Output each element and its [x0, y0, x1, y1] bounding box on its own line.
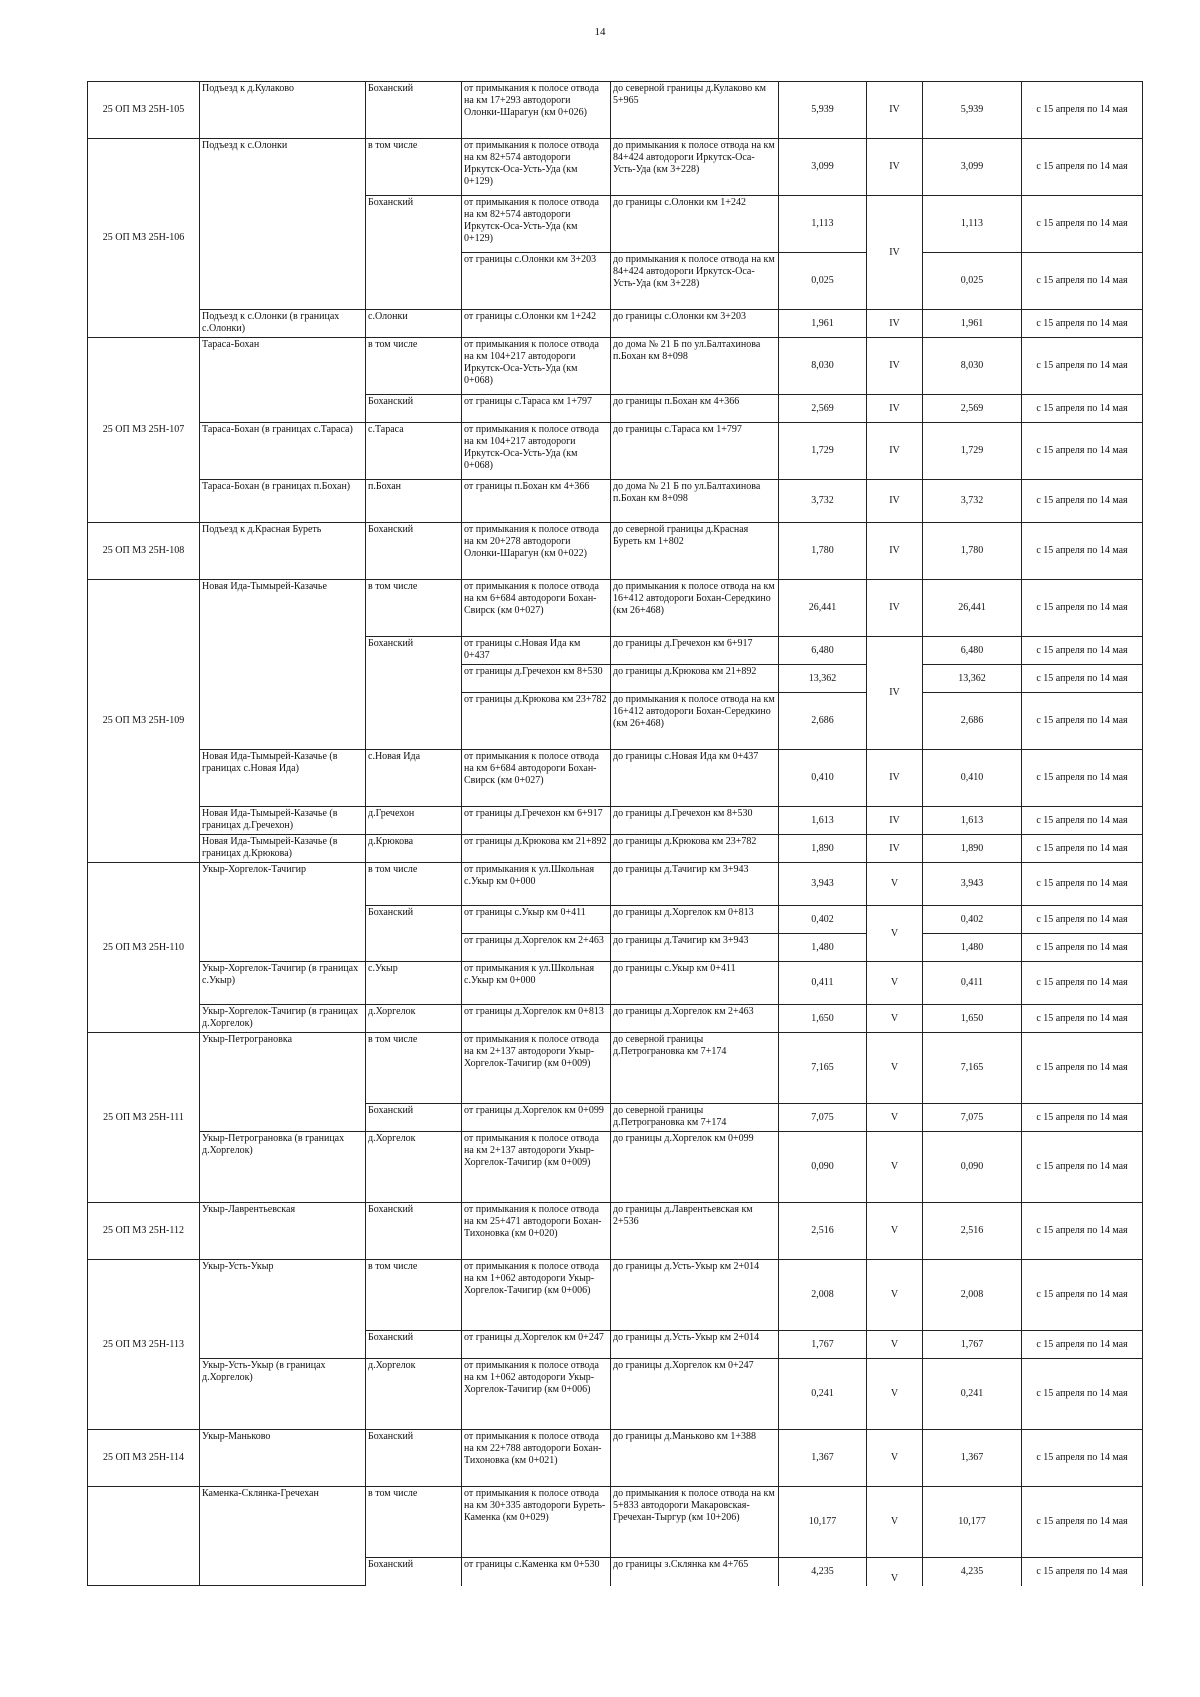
category-cell: V [867, 1331, 923, 1359]
length-cell: 7,075 [779, 1104, 867, 1132]
to-cell: до границы с.Тараса км 1+797 [611, 423, 779, 480]
district-cell: с.Новая Ида [366, 750, 462, 807]
table-row [88, 750, 1143, 807]
road-name-cell: Подъезд к с.Олонки (в границах с.Олонки) [200, 310, 366, 338]
length-cell: 8,030 [779, 338, 867, 395]
category-cell: IV [867, 480, 923, 523]
road-name-cell: Тараса-Бохан (в границах п.Бохан) [200, 480, 366, 523]
from-cell: от примыкания к полосе отвода на км 2+137 автодороги Укыр-Хоргелок-Тачигир (км 0+009) [462, 1132, 611, 1203]
restricted-length-cell: 4,235 [923, 1558, 1022, 1586]
length-cell: 1,890 [779, 835, 867, 863]
period-cell: с 15 апреля по 14 мая [1022, 665, 1143, 693]
period-cell: с 15 апреля по 14 мая [1022, 750, 1143, 807]
from-cell: от границы с.Олонки км 3+203 [462, 253, 611, 310]
from-cell: от примыкания к полосе отвода на км 1+062 автодороги Укыр-Хоргелок-Тачигир (км 0+006) [462, 1260, 611, 1331]
category-cell: IV [867, 395, 923, 423]
from-cell: от примыкания к полосе отвода на км 6+684 автодороги Бохан-Свирск (км 0+027) [462, 750, 611, 807]
table-row [88, 1132, 1143, 1203]
period-cell: с 15 апреля по 14 мая [1022, 1260, 1143, 1331]
district-cell: д.Хоргелок [366, 1132, 462, 1203]
category-cell: IV [867, 338, 923, 395]
category-cell: IV [867, 523, 923, 580]
category-cell: V [867, 1033, 923, 1104]
period-cell: с 15 апреля по 14 мая [1022, 580, 1143, 637]
length-cell: 2,516 [779, 1203, 867, 1260]
period-cell: с 15 апреля по 14 мая [1022, 1558, 1143, 1586]
restricted-length-cell: 2,569 [923, 395, 1022, 423]
road-id-cell: 25 ОП МЗ 25Н-110 [88, 863, 200, 1033]
road-name-cell: Тараса-Бохан (в границах с.Тараса) [200, 423, 366, 480]
restricted-length-cell: 5,939 [923, 82, 1022, 139]
district-cell: Боханский [366, 196, 462, 310]
length-cell: 3,943 [779, 863, 867, 906]
table-row [88, 1487, 1143, 1558]
period-cell: с 15 апреля по 14 мая [1022, 196, 1143, 253]
length-cell: 1,480 [779, 934, 867, 962]
to-cell: до границы п.Бохан км 4+366 [611, 395, 779, 423]
length-cell: 1,367 [779, 1430, 867, 1487]
length-cell: 10,177 [779, 1487, 867, 1558]
restricted-length-cell: 2,686 [923, 693, 1022, 750]
category-cell: V [867, 863, 923, 906]
period-cell: с 15 апреля по 14 мая [1022, 82, 1143, 139]
table-row [88, 1005, 1143, 1033]
restricted-length-cell: 0,241 [923, 1359, 1022, 1430]
from-cell: от примыкания к полосе отвода на км 104+217 автодороги Иркутск-Оса-Усть-Уда (км 0+068) [462, 338, 611, 395]
length-cell: 0,025 [779, 253, 867, 310]
table-row [88, 480, 1143, 523]
to-cell: до примыкания к полосе отвода на км 84+424 автодороги Иркутск-Оса-Усть-Уда (км 3+228) [611, 139, 779, 196]
restricted-length-cell: 0,025 [923, 253, 1022, 310]
to-cell: до границы д.Крюкова км 21+892 [611, 665, 779, 693]
restricted-length-cell: 2,008 [923, 1260, 1022, 1331]
restricted-length-cell: 0,411 [923, 962, 1022, 1005]
to-cell: до примыкания к полосе отвода на км 5+833 автодороги Макаровская-Гречехан-Тыргур (км 10+206) [611, 1487, 779, 1558]
period-cell: с 15 апреля по 14 мая [1022, 480, 1143, 523]
to-cell: до границы д.Гречехон км 6+917 [611, 637, 779, 665]
length-cell: 1,650 [779, 1005, 867, 1033]
district-cell: в том числе [366, 1487, 462, 1558]
road-name-cell: Укыр-Хоргелок-Тачигир [200, 863, 366, 962]
to-cell: до границы с.Олонки км 3+203 [611, 310, 779, 338]
road-name-cell: Тараса-Бохан [200, 338, 366, 423]
to-cell: до северной границы д.Петрограновка км 7+174 [611, 1033, 779, 1104]
from-cell: от примыкания к ул.Школьная с.Укыр км 0+000 [462, 863, 611, 906]
restricted-length-cell: 8,030 [923, 338, 1022, 395]
table-row [88, 523, 1143, 580]
restricted-length-cell: 2,516 [923, 1203, 1022, 1260]
district-cell: с.Тараса [366, 423, 462, 480]
table-row [88, 423, 1143, 480]
table-row [88, 962, 1143, 1005]
length-cell: 1,729 [779, 423, 867, 480]
to-cell: до примыкания к полосе отвода на км 16+412 автодороги Бохан-Середкино (км 26+468) [611, 693, 779, 750]
restricted-length-cell: 1,729 [923, 423, 1022, 480]
road-id-cell: 25 ОП МЗ 25Н-114 [88, 1430, 200, 1487]
road-id-cell: 25 ОП МЗ 25Н-112 [88, 1203, 200, 1260]
to-cell: до северной границы д.Красная Буреть км 1+802 [611, 523, 779, 580]
restricted-length-cell: 6,480 [923, 637, 1022, 665]
road-id-cell: 25 ОП МЗ 25Н-106 [88, 139, 200, 338]
from-cell: от границы с.Тараса км 1+797 [462, 395, 611, 423]
length-cell: 0,410 [779, 750, 867, 807]
district-cell: в том числе [366, 1033, 462, 1104]
from-cell: от границы д.Хоргелок км 0+247 [462, 1331, 611, 1359]
to-cell: до границы д.Крюкова км 23+782 [611, 835, 779, 863]
to-cell: до границы д.Тачигир км 3+943 [611, 863, 779, 906]
district-cell: с.Укыр [366, 962, 462, 1005]
period-cell: с 15 апреля по 14 мая [1022, 863, 1143, 906]
road-name-cell: Подъезд к д.Кулаково [200, 82, 366, 139]
to-cell: до границы д.Усть-Укыр км 2+014 [611, 1331, 779, 1359]
from-cell: от границы д.Хоргелок км 0+813 [462, 1005, 611, 1033]
category-cell: V [867, 1487, 923, 1558]
table-row [88, 835, 1143, 863]
district-cell: Боханский [366, 395, 462, 423]
district-cell: п.Бохан [366, 480, 462, 523]
table-row [88, 1033, 1143, 1104]
to-cell: до дома № 21 Б по ул.Балтахинова п.Бохан км 8+098 [611, 480, 779, 523]
from-cell: от примыкания к полосе отвода на км 82+574 автодороги Иркутск-Оса-Усть-Уда (км 0+129) [462, 196, 611, 253]
restricted-length-cell: 1,367 [923, 1430, 1022, 1487]
from-cell: от примыкания к полосе отвода на км 22+788 автодороги Бохан-Тихоновка (км 0+021) [462, 1430, 611, 1487]
length-cell: 2,569 [779, 395, 867, 423]
district-cell: в том числе [366, 863, 462, 906]
road-name-cell: Подъезд к д.Красная Буреть [200, 523, 366, 580]
district-cell: Боханский [366, 1430, 462, 1487]
to-cell: до границы д.Тачигир км 3+943 [611, 934, 779, 962]
to-cell: до границы д.Маньково км 1+388 [611, 1430, 779, 1487]
category-cell: V [867, 1104, 923, 1132]
to-cell: до границы д.Хоргелок км 2+463 [611, 1005, 779, 1033]
from-cell: от границы д.Хоргелок км 0+099 [462, 1104, 611, 1132]
to-cell: до границы д.Хоргелок км 0+099 [611, 1132, 779, 1203]
restricted-length-cell: 13,362 [923, 665, 1022, 693]
length-cell: 2,008 [779, 1260, 867, 1331]
district-cell: в том числе [366, 580, 462, 637]
roads-table [87, 81, 1143, 1586]
restricted-length-cell: 1,480 [923, 934, 1022, 962]
from-cell: от границы п.Бохан км 4+366 [462, 480, 611, 523]
table-row [88, 807, 1143, 835]
category-cell: IV [867, 196, 923, 310]
table-row [88, 1260, 1143, 1331]
category-cell: V [867, 1132, 923, 1203]
table-row [88, 82, 1143, 139]
district-cell: в том числе [366, 139, 462, 196]
to-cell: до границы с.Олонки км 1+242 [611, 196, 779, 253]
from-cell: от границы с.Каменка км 0+530 [462, 1558, 611, 1586]
restricted-length-cell: 1,650 [923, 1005, 1022, 1033]
period-cell: с 15 апреля по 14 мая [1022, 906, 1143, 934]
period-cell: с 15 апреля по 14 мая [1022, 835, 1143, 863]
table-row [88, 139, 1143, 196]
table-row [88, 1359, 1143, 1430]
road-name-cell: Укыр-Усть-Укыр [200, 1260, 366, 1359]
period-cell: с 15 апреля по 14 мая [1022, 693, 1143, 750]
from-cell: от примыкания к полосе отвода на км 2+137 автодороги Укыр-Хоргелок-Тачигир (км 0+009) [462, 1033, 611, 1104]
district-cell: д.Хоргелок [366, 1005, 462, 1033]
category-cell: IV [867, 637, 923, 750]
length-cell: 0,241 [779, 1359, 867, 1430]
table-row [88, 1430, 1143, 1487]
period-cell: с 15 апреля по 14 мая [1022, 1359, 1143, 1430]
length-cell: 1,113 [779, 196, 867, 253]
period-cell: с 15 апреля по 14 мая [1022, 1132, 1143, 1203]
road-id-cell: 25 ОП МЗ 25Н-108 [88, 523, 200, 580]
table-row [88, 863, 1143, 906]
district-cell: Боханский [366, 82, 462, 139]
from-cell: от границы с.Новая Ида км 0+437 [462, 637, 611, 665]
period-cell: с 15 апреля по 14 мая [1022, 310, 1143, 338]
category-cell: V [867, 1260, 923, 1331]
category-cell: V [867, 1005, 923, 1033]
to-cell: до северной границы д.Кулаково км 5+965 [611, 82, 779, 139]
period-cell: с 15 апреля по 14 мая [1022, 423, 1143, 480]
length-cell: 26,441 [779, 580, 867, 637]
road-name-cell: Укыр-Хоргелок-Тачигир (в границах д.Хоргелок) [200, 1005, 366, 1033]
restricted-length-cell: 1,961 [923, 310, 1022, 338]
restricted-length-cell: 3,943 [923, 863, 1022, 906]
to-cell: до дома № 21 Б по ул.Балтахинова п.Бохан км 8+098 [611, 338, 779, 395]
district-cell: д.Хоргелок [366, 1359, 462, 1430]
length-cell: 6,480 [779, 637, 867, 665]
road-name-cell: Укыр-Маньково [200, 1430, 366, 1487]
restricted-length-cell: 10,177 [923, 1487, 1022, 1558]
road-name-cell: Новая Ида-Тымырей-Казачье (в границах д.Крюкова) [200, 835, 366, 863]
district-cell: Боханский [366, 1104, 462, 1132]
period-cell: с 15 апреля по 14 мая [1022, 1033, 1143, 1104]
length-cell: 2,686 [779, 693, 867, 750]
from-cell: от границы д.Крюкова км 23+782 [462, 693, 611, 750]
road-name-cell: Укыр-Усть-Укыр (в границах д.Хоргелок) [200, 1359, 366, 1430]
category-cell: V [867, 962, 923, 1005]
restricted-length-cell: 1,113 [923, 196, 1022, 253]
from-cell: от границы с.Укыр км 0+411 [462, 906, 611, 934]
table-row [88, 580, 1143, 637]
to-cell: до границы д.Хоргелок км 0+813 [611, 906, 779, 934]
category-cell: IV [867, 82, 923, 139]
period-cell: с 15 апреля по 14 мая [1022, 1430, 1143, 1487]
road-id-cell: 25 ОП МЗ 25Н-113 [88, 1260, 200, 1430]
to-cell: до границы з.Склянка км 4+765 [611, 1558, 779, 1586]
length-cell: 1,780 [779, 523, 867, 580]
category-cell: IV [867, 423, 923, 480]
district-cell: в том числе [366, 338, 462, 395]
to-cell: до границы д.Лаврентьевская км 2+536 [611, 1203, 779, 1260]
road-name-cell: Новая Ида-Тымырей-Казачье [200, 580, 366, 750]
period-cell: с 15 апреля по 14 мая [1022, 1331, 1143, 1359]
period-cell: с 15 апреля по 14 мая [1022, 523, 1143, 580]
page-number: 14 [594, 26, 606, 38]
length-cell: 0,402 [779, 906, 867, 934]
restricted-length-cell: 0,402 [923, 906, 1022, 934]
period-cell: с 15 апреля по 14 мая [1022, 253, 1143, 310]
period-cell: с 15 апреля по 14 мая [1022, 1487, 1143, 1558]
from-cell: от примыкания к полосе отвода на км 6+684 автодороги Бохан-Свирск (км 0+027) [462, 580, 611, 637]
from-cell: от границы д.Хоргелок км 2+463 [462, 934, 611, 962]
from-cell: от примыкания к полосе отвода на км 17+293 автодороги Олонки-Шарагун (км 0+026) [462, 82, 611, 139]
road-name-cell: Новая Ида-Тымырей-Казачье (в границах с.Новая Ида) [200, 750, 366, 807]
category-cell: IV [867, 750, 923, 807]
from-cell: от границы д.Гречехон км 6+917 [462, 807, 611, 835]
from-cell: от примыкания к полосе отвода на км 1+062 автодороги Укыр-Хоргелок-Тачигир (км 0+006) [462, 1359, 611, 1430]
period-cell: с 15 апреля по 14 мая [1022, 1104, 1143, 1132]
district-cell: д.Гречехон [366, 807, 462, 835]
period-cell: с 15 апреля по 14 мая [1022, 637, 1143, 665]
category-cell: V [867, 1558, 923, 1586]
road-name-cell: Подъезд к с.Олонки [200, 139, 366, 310]
category-cell: IV [867, 835, 923, 863]
district-cell: д.Крюкова [366, 835, 462, 863]
restricted-length-cell: 1,767 [923, 1331, 1022, 1359]
road-id-cell: 25 ОП МЗ 25Н-109 [88, 580, 200, 863]
road-id-cell: 25 ОП МЗ 25Н-111 [88, 1033, 200, 1203]
from-cell: от границы с.Олонки км 1+242 [462, 310, 611, 338]
restricted-length-cell: 1,613 [923, 807, 1022, 835]
table-row [88, 1203, 1143, 1260]
from-cell: от примыкания к полосе отвода на км 30+335 автодороги Буреть-Каменка (км 0+029) [462, 1487, 611, 1558]
district-cell: Боханский [366, 1203, 462, 1260]
period-cell: с 15 апреля по 14 мая [1022, 338, 1143, 395]
road-name-cell: Укыр-Петрограновка [200, 1033, 366, 1132]
length-cell: 4,235 [779, 1558, 867, 1586]
length-cell: 1,961 [779, 310, 867, 338]
from-cell: от примыкания к полосе отвода на км 82+574 автодороги Иркутск-Оса-Усть-Уда (км 0+129) [462, 139, 611, 196]
restricted-length-cell: 3,732 [923, 480, 1022, 523]
from-cell: от границы д.Крюкова км 21+892 [462, 835, 611, 863]
road-id-cell: 25 ОП МЗ 25Н-105 [88, 82, 200, 139]
period-cell: с 15 апреля по 14 мая [1022, 1005, 1143, 1033]
restricted-length-cell: 0,090 [923, 1132, 1022, 1203]
restricted-length-cell: 0,410 [923, 750, 1022, 807]
length-cell: 13,362 [779, 665, 867, 693]
category-cell: V [867, 1359, 923, 1430]
category-cell: V [867, 906, 923, 962]
from-cell: от примыкания к полосе отвода на км 25+471 автодороги Бохан-Тихоновка (км 0+020) [462, 1203, 611, 1260]
restricted-length-cell: 3,099 [923, 139, 1022, 196]
period-cell: с 15 апреля по 14 мая [1022, 139, 1143, 196]
table-row [88, 310, 1143, 338]
length-cell: 3,732 [779, 480, 867, 523]
length-cell: 5,939 [779, 82, 867, 139]
district-cell: в том числе [366, 1260, 462, 1331]
to-cell: до границы д.Гречехон км 8+530 [611, 807, 779, 835]
length-cell: 1,767 [779, 1331, 867, 1359]
length-cell: 0,411 [779, 962, 867, 1005]
table-row [88, 338, 1143, 395]
to-cell: до границы д.Хоргелок км 0+247 [611, 1359, 779, 1430]
district-cell: с.Олонки [366, 310, 462, 338]
period-cell: с 15 апреля по 14 мая [1022, 962, 1143, 1005]
period-cell: с 15 апреля по 14 мая [1022, 807, 1143, 835]
road-name-cell: Каменка-Склянка-Гречехан [200, 1487, 366, 1586]
restricted-length-cell: 1,890 [923, 835, 1022, 863]
length-cell: 7,165 [779, 1033, 867, 1104]
district-cell: Боханский [366, 1558, 462, 1586]
to-cell: до границы с.Укыр км 0+411 [611, 962, 779, 1005]
from-cell: от примыкания к ул.Школьная с.Укыр км 0+000 [462, 962, 611, 1005]
road-name-cell: Укыр-Петрограновка (в границах д.Хоргелок) [200, 1132, 366, 1203]
category-cell: V [867, 1430, 923, 1487]
length-cell: 1,613 [779, 807, 867, 835]
category-cell: IV [867, 139, 923, 196]
restricted-length-cell: 7,075 [923, 1104, 1022, 1132]
to-cell: до границы д.Усть-Укыр км 2+014 [611, 1260, 779, 1331]
road-name-cell: Новая Ида-Тымырей-Казачье (в границах д.Гречехон) [200, 807, 366, 835]
road-name-cell: Укыр-Лаврентьевская [200, 1203, 366, 1260]
restricted-length-cell: 7,165 [923, 1033, 1022, 1104]
road-name-cell: Укыр-Хоргелок-Тачигир (в границах с.Укыр) [200, 962, 366, 1005]
period-cell: с 15 апреля по 14 мая [1022, 934, 1143, 962]
category-cell: IV [867, 310, 923, 338]
from-cell: от примыкания к полосе отвода на км 20+278 автодороги Олонки-Шарагун (км 0+022) [462, 523, 611, 580]
to-cell: до примыкания к полосе отвода на км 16+412 автодороги Бохан-Середкино (км 26+468) [611, 580, 779, 637]
from-cell: от примыкания к полосе отвода на км 104+217 автодороги Иркутск-Оса-Усть-Уда (км 0+068) [462, 423, 611, 480]
restricted-length-cell: 26,441 [923, 580, 1022, 637]
to-cell: до примыкания к полосе отвода на км 84+424 автодороги Иркутск-Оса-Усть-Уда (км 3+228) [611, 253, 779, 310]
length-cell: 3,099 [779, 139, 867, 196]
district-cell: Боханский [366, 906, 462, 962]
period-cell: с 15 апреля по 14 мая [1022, 1203, 1143, 1260]
period-cell: с 15 апреля по 14 мая [1022, 395, 1143, 423]
category-cell: V [867, 1203, 923, 1260]
from-cell: от границы д.Гречехон км 8+530 [462, 665, 611, 693]
length-cell: 0,090 [779, 1132, 867, 1203]
to-cell: до границы с.Новая Ида км 0+437 [611, 750, 779, 807]
district-cell: Боханский [366, 523, 462, 580]
road-id-cell: 25 ОП МЗ 25Н-107 [88, 338, 200, 523]
category-cell: IV [867, 580, 923, 637]
restricted-length-cell: 1,780 [923, 523, 1022, 580]
to-cell: до северной границы д.Петрограновка км 7+174 [611, 1104, 779, 1132]
district-cell: Боханский [366, 1331, 462, 1359]
category-cell: IV [867, 807, 923, 835]
district-cell: Боханский [366, 637, 462, 750]
road-id-cell [88, 1487, 200, 1586]
